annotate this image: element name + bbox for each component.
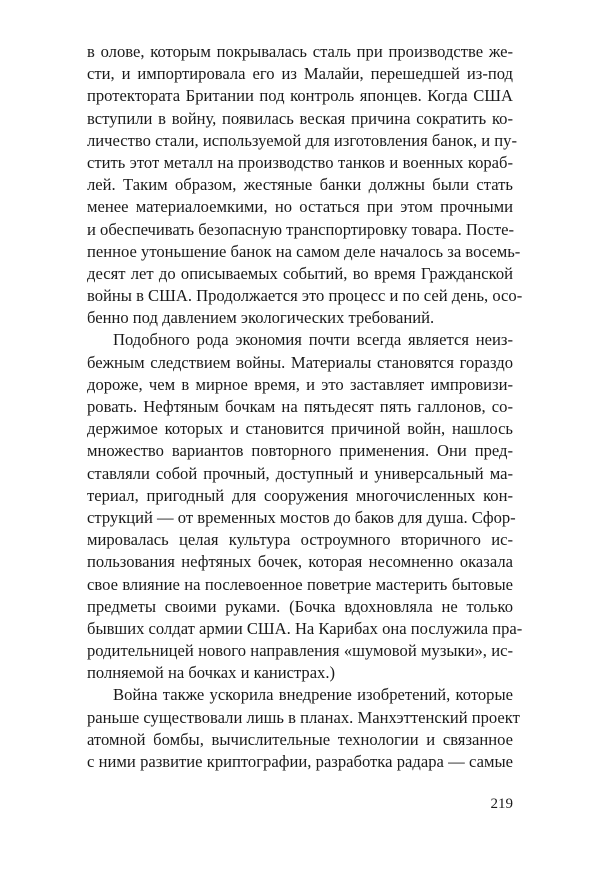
text-line: предметы своими руками. (Бочка вдохновляла не только	[87, 596, 513, 616]
text-line: свое влияние на послевоенное поветрие мастерить бытовые	[87, 574, 513, 594]
text-line: бежным следствием войны. Материалы становятся гораздо	[87, 352, 513, 372]
text-line: менее материалоемкими, но остаться при этом прочными	[87, 197, 513, 217]
book-page-text	[87, 41, 523, 773]
text-line: множество вариантов повторного применения. Они пред-	[87, 441, 513, 461]
text-line: пенное утоньшение банок на самом деле началось за восемь-	[87, 241, 521, 261]
page-number: 219	[490, 796, 513, 812]
text-line: сти, и импортировала его из Малайи, перешедшей из-под	[87, 64, 513, 84]
text-line: дороже, чем в мирное время, и это заставляет импровизи-	[87, 374, 513, 394]
text-line: ровать. Нефтяным бочкам на пятьдесят пять галлонов, со-	[87, 397, 513, 416]
text-line: родительницей нового направления «шумовой музыки», ис-	[87, 641, 513, 661]
text-line: раньше существовали лишь в планах. Манхэттенский проект	[87, 707, 520, 727]
text-line: вступили в войну, появилась веская причина сократить ко-	[87, 108, 513, 128]
paragraph	[87, 329, 523, 684]
text-line: Война также ускорила внедрение изобретений, которые	[113, 685, 513, 705]
text-line: в олове, которым покрывалась сталь при производстве же-	[87, 42, 513, 61]
text-line: струкций — от временных мостов до баков для душа. Сфор-	[87, 507, 516, 527]
text-line: стить этот металл на производство танков и военных кораб-	[87, 152, 513, 172]
text-line: пользования нефтяных бочек, которая несомненно оказала	[87, 552, 513, 572]
text-line: ставляли собой прочный, доступный и универсальный ма-	[87, 463, 513, 483]
paragraph	[87, 41, 523, 329]
text-line: с ними развитие криптографии, разработка радара — самые	[87, 752, 513, 771]
text-line: лей. Таким образом, жестяные банки должны были стать	[87, 175, 513, 195]
text-line: протектората Британии под контроль японцев. Когда США	[87, 86, 513, 106]
text-line: полняемой на бочках и канистрах.)	[87, 663, 336, 683]
text-line: десят лет до описываемых событий, во время Гражданской	[87, 263, 513, 283]
text-line: личество стали, используемой для изготовления банок, и пу-	[87, 130, 518, 150]
text-line: Подобного рода экономия почти всегда является неиз-	[113, 330, 513, 350]
text-line: и обеспечивать безопасную транспортировку товара. Посте-	[87, 219, 515, 239]
text-line: мировалась целая культура остроумного вторичного ис-	[87, 530, 513, 550]
text-line: войны в США. Продолжается это процесс и по сей день, осо-	[87, 286, 523, 306]
text-line: атомной бомбы, вычислительные технологии и связанное	[87, 729, 513, 749]
paragraph	[87, 684, 520, 773]
text-line: териал, пригодный для сооружения многочисленных кон-	[87, 485, 513, 505]
text-line: бывших солдат армии США. На Карибах она послужила пра-	[87, 618, 523, 638]
text-line: держимое которых и становится причиной войн, нашлось	[87, 419, 513, 439]
text-line: бенно под давлением экологических требований.	[87, 308, 435, 328]
